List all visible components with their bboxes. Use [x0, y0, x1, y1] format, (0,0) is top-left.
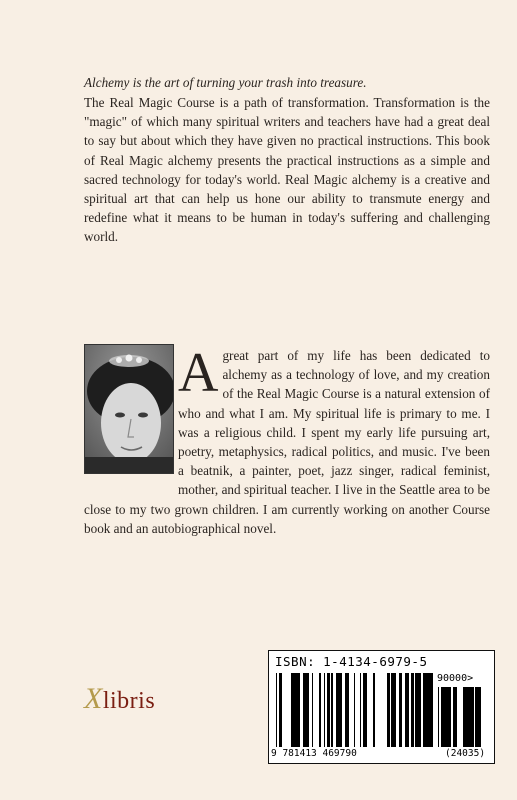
tagline: Alchemy is the art of turning your trash into treasure. — [84, 75, 367, 90]
drop-cap: A — [178, 342, 219, 404]
author-bio — [84, 342, 490, 538]
barcode-bars — [275, 673, 435, 747]
price-code: 90000> — [437, 673, 474, 684]
isbn-digits: 9 781413 469790 — [271, 748, 357, 759]
reference-code: (24035) — [445, 748, 486, 759]
isbn-barcode — [268, 650, 495, 764]
isbn-label: ISBN: 1-4134-6979-5 — [275, 654, 428, 669]
book-blurb: The Real Magic Course is a path of transformation. Transformation is the "magic" of which many spiritual writers and teachers have had a great deal to say but about which they have given no practical instructions. This book of Real Magic alchemy presents the practical instructions as a simple and sacred technology for today's world. Real Magic alchemy is a creative and spiritual art that can help us hone our ability to transmute energy and redefine what it means to be human in today's suffering and challenging world. — [84, 95, 490, 245]
author-bio-text: great part of my life has been dedicated to alchemy as a technology of love, and my creation of the Real Magic Course is a natural extension of who and what I am. My spiritual life is primary to me. I was a religious child. I spent my early life pursuing art, poetry, metaphysics, radical politics, and music. I've been a beatnik, a painter, poet, jazz singer, radical feminist, mother, and spiritual teacher. I live in the Seattle area to be close to my two grown children. I am currently working on another Course book and an autobiographical novel. — [84, 348, 490, 536]
price-barcode-bars — [437, 687, 487, 747]
publisher-logo: Xlibris — [84, 682, 156, 715]
